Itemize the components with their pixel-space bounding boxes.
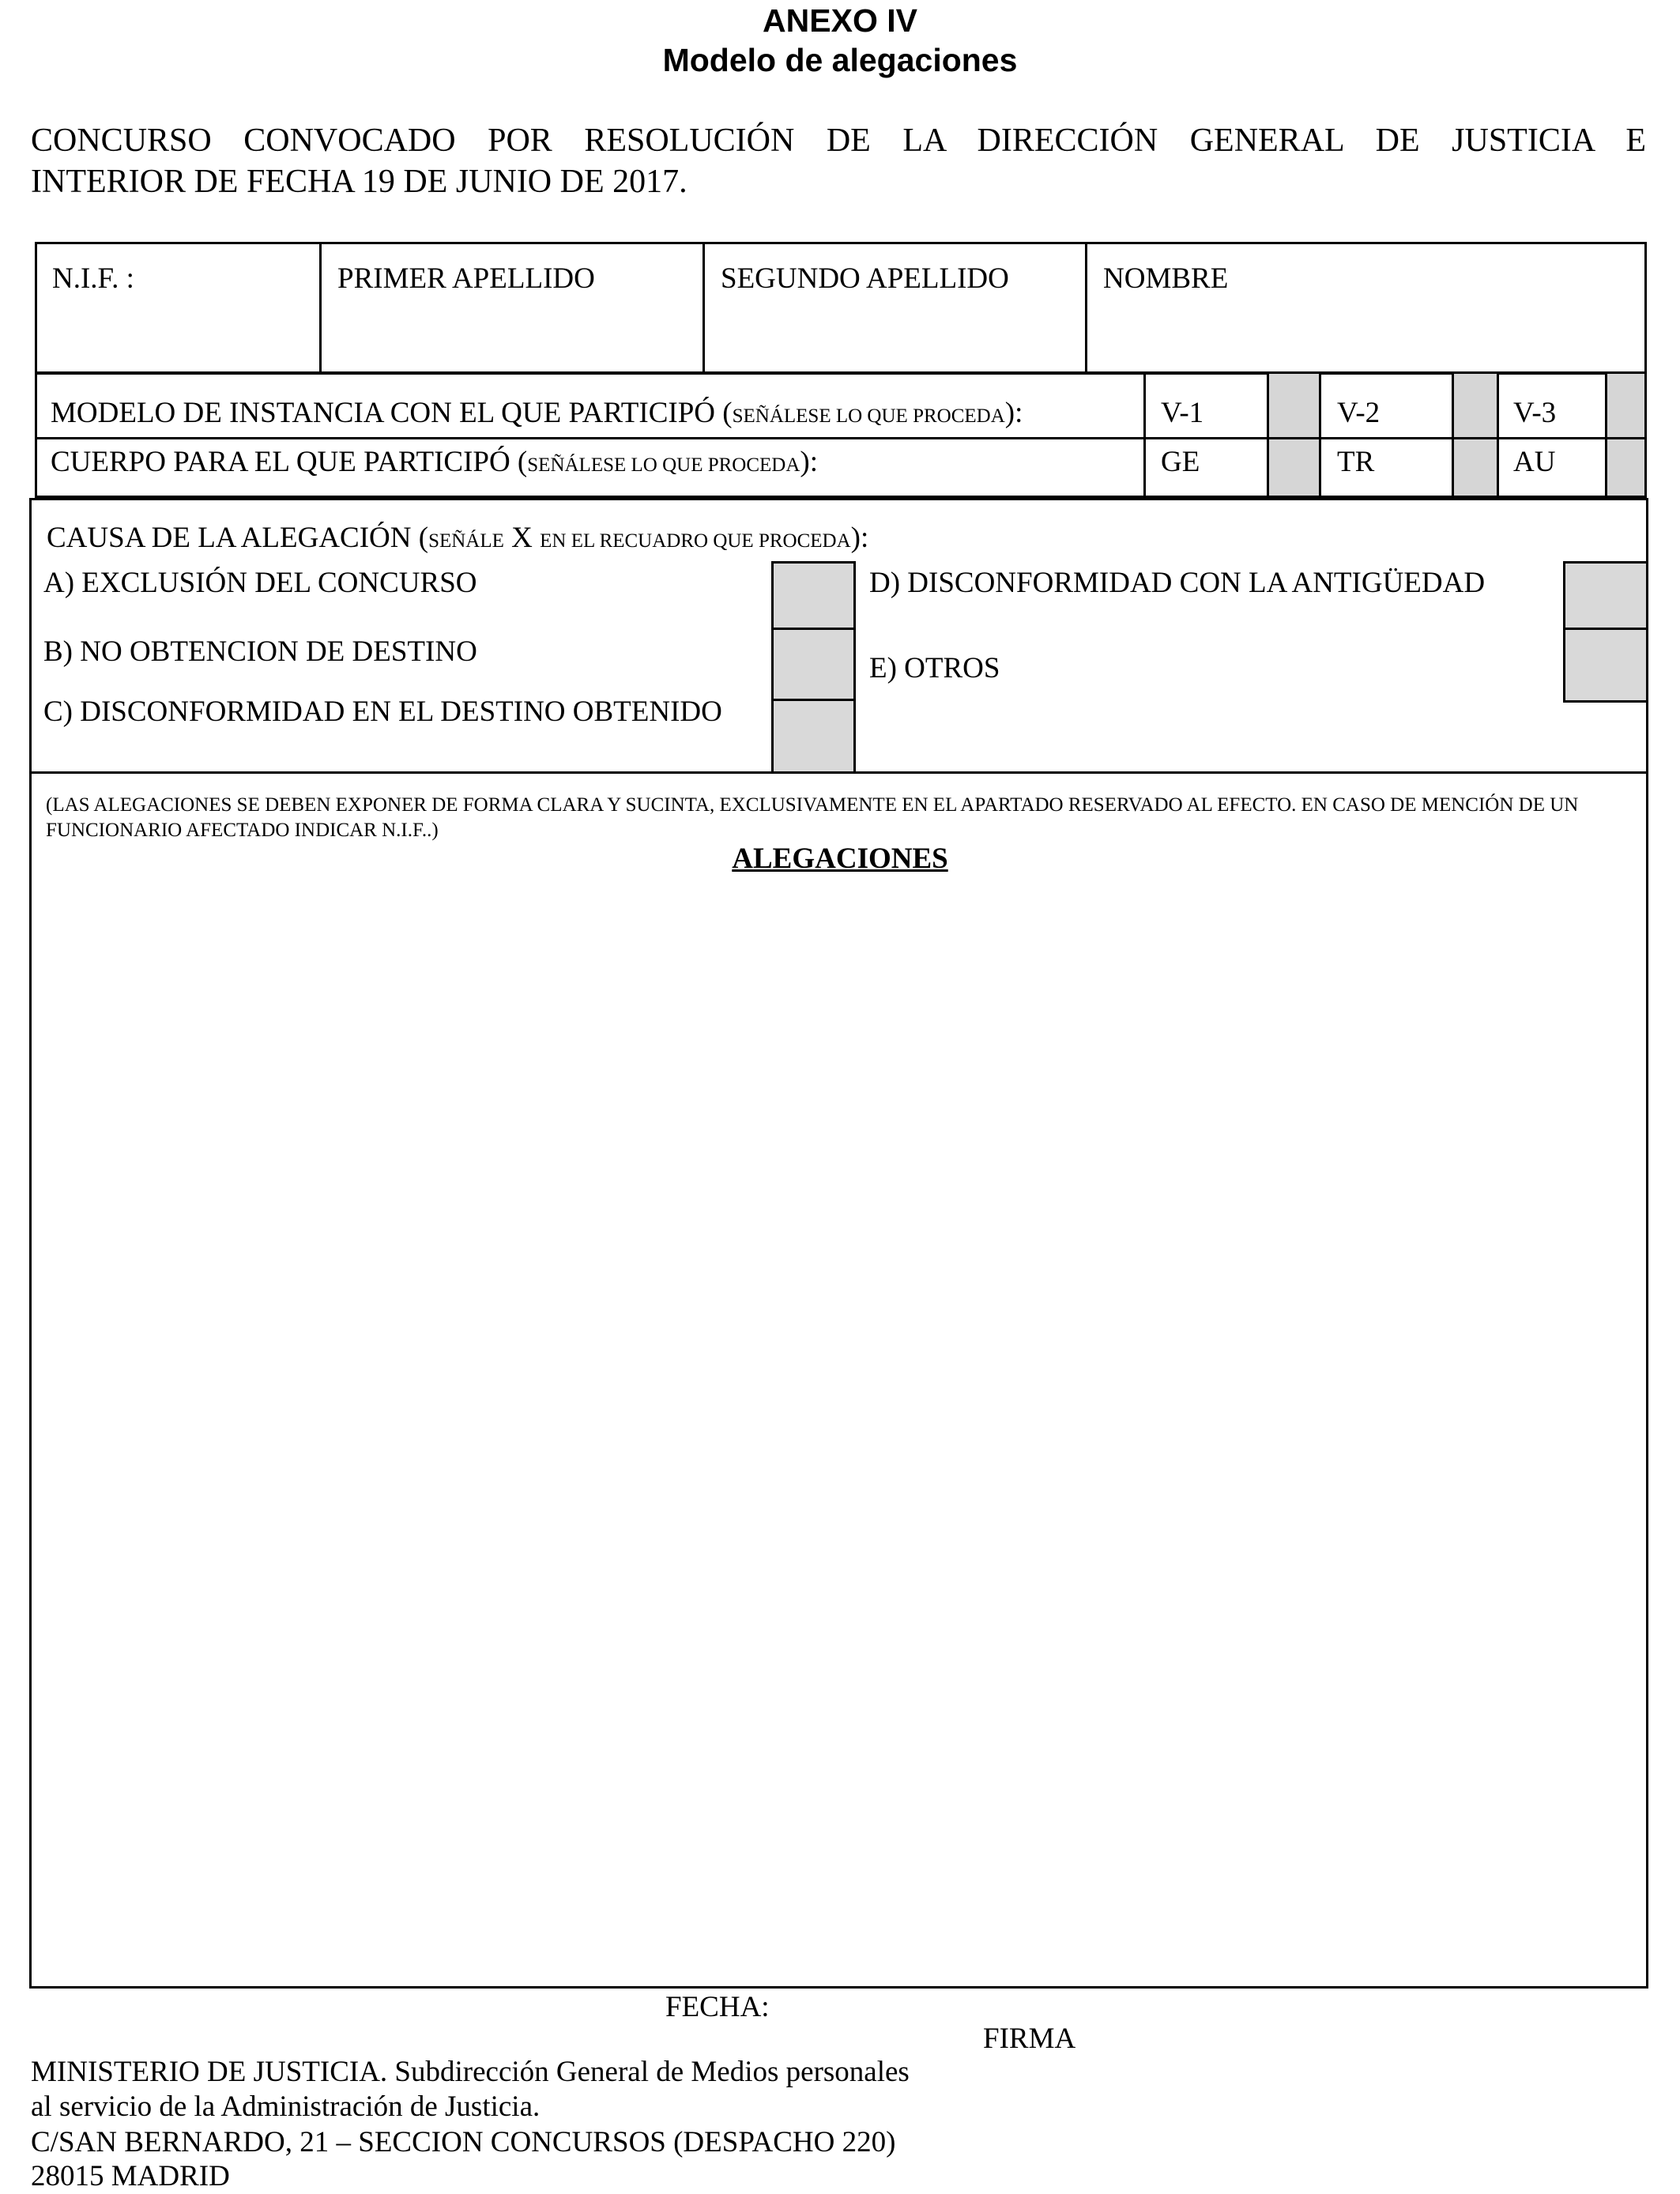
address-line-3: C/SAN BERNARDO, 21 – SECCION CONCURSOS (DESPACHO 220) xyxy=(31,2126,896,2158)
cause-b-label: B) NO OBTENCION DE DESTINO xyxy=(43,635,477,668)
checkbox-cause-b[interactable] xyxy=(771,628,856,701)
intro-line-1: CONCURSO CONVOCADO POR RESOLUCIÓN DE LA DIRECCIÓN GENERAL DE JUSTICIA E xyxy=(31,123,1646,159)
address-line-1: MINISTERIO DE JUSTICIA. Subdirección General de Medios personales xyxy=(31,2056,910,2088)
checkbox-tr[interactable] xyxy=(1453,439,1497,496)
checkbox-cause-a[interactable] xyxy=(771,561,856,630)
name-label: NOMBRE xyxy=(1103,262,1229,295)
option-tr: TR xyxy=(1337,446,1375,478)
cuerpo-label: CUERPO PARA EL QUE PARTICIPÓ (SEÑÁLESE LO QUE PROCEDA): xyxy=(51,446,819,478)
modelo-label: MODELO DE INSTANCIA CON EL QUE PARTICIPÓ (SEÑÁLESE LO QUE PROCEDA): xyxy=(51,397,1023,429)
allegations-note: (LAS ALEGACIONES SE DEBEN EXPONER DE FORMA CLARA Y SUCINTA, EXCLUSIVAMENTE EN EL APARTADO RESERVADO AL EFECTO. EN CASO DE MENCIÓN DE UN FUNCIONARIO AFECTADO INDICAR N.I.F..) xyxy=(46,794,1579,841)
divider xyxy=(703,242,705,375)
checkbox-v2[interactable] xyxy=(1453,374,1497,437)
divider xyxy=(1497,371,1499,498)
annex-title: ANEXO IV xyxy=(763,2,917,39)
cause-label: CAUSA DE LA ALEGACIÓN (SEÑÁLE X EN EL RECUADRO QUE PROCEDA): xyxy=(47,522,869,554)
checkbox-v3[interactable] xyxy=(1607,374,1644,437)
divider xyxy=(319,242,322,375)
checkbox-ge[interactable] xyxy=(1268,439,1319,496)
option-v1: V-1 xyxy=(1161,397,1204,429)
allegations-title: ALEGACIONES xyxy=(732,843,948,875)
cause-d-label: D) DISCONFORMIDAD CON LA ANTIGÜEDAD xyxy=(869,567,1486,599)
divider xyxy=(1319,371,1321,498)
first-surname-label: PRIMER APELLIDO xyxy=(337,262,595,295)
checkbox-cause-e[interactable] xyxy=(1563,628,1648,703)
signature-label: FIRMA xyxy=(983,2022,1076,2055)
divider xyxy=(1452,371,1454,498)
checkbox-cause-c[interactable] xyxy=(771,699,856,774)
divider xyxy=(1143,371,1146,498)
divider xyxy=(1605,371,1607,498)
divider xyxy=(35,437,1647,439)
option-au: AU xyxy=(1513,446,1556,478)
second-surname-label: SEGUNDO APELLIDO xyxy=(721,262,1009,295)
checkbox-v1[interactable] xyxy=(1268,374,1319,437)
nif-label: N.I.F. : xyxy=(52,262,134,295)
date-label: FECHA: xyxy=(665,1991,770,2023)
option-v2: V-2 xyxy=(1337,397,1381,429)
cause-a-label: A) EXCLUSIÓN DEL CONCURSO xyxy=(43,567,477,599)
checkbox-cause-d[interactable] xyxy=(1563,561,1648,630)
allegations-text-area[interactable] xyxy=(36,885,1642,1980)
cause-e-label: E) OTROS xyxy=(869,652,1000,684)
cause-c-label: C) DISCONFORMIDAD EN EL DESTINO OBTENIDO xyxy=(43,696,722,728)
divider xyxy=(1267,371,1269,498)
intro-line-2: INTERIOR DE FECHA 19 DE JUNIO DE 2017. xyxy=(31,164,687,200)
first-surname-field[interactable] xyxy=(324,285,700,364)
divider xyxy=(1085,242,1087,375)
checkbox-au[interactable] xyxy=(1607,439,1644,496)
address-line-2: al servicio de la Administración de Justicia. xyxy=(31,2090,541,2123)
form-subtitle: Modelo de alegaciones xyxy=(662,42,1018,78)
option-v3: V-3 xyxy=(1513,397,1557,429)
option-ge: GE xyxy=(1161,446,1200,478)
address-line-4: 28015 MADRID xyxy=(31,2160,230,2192)
